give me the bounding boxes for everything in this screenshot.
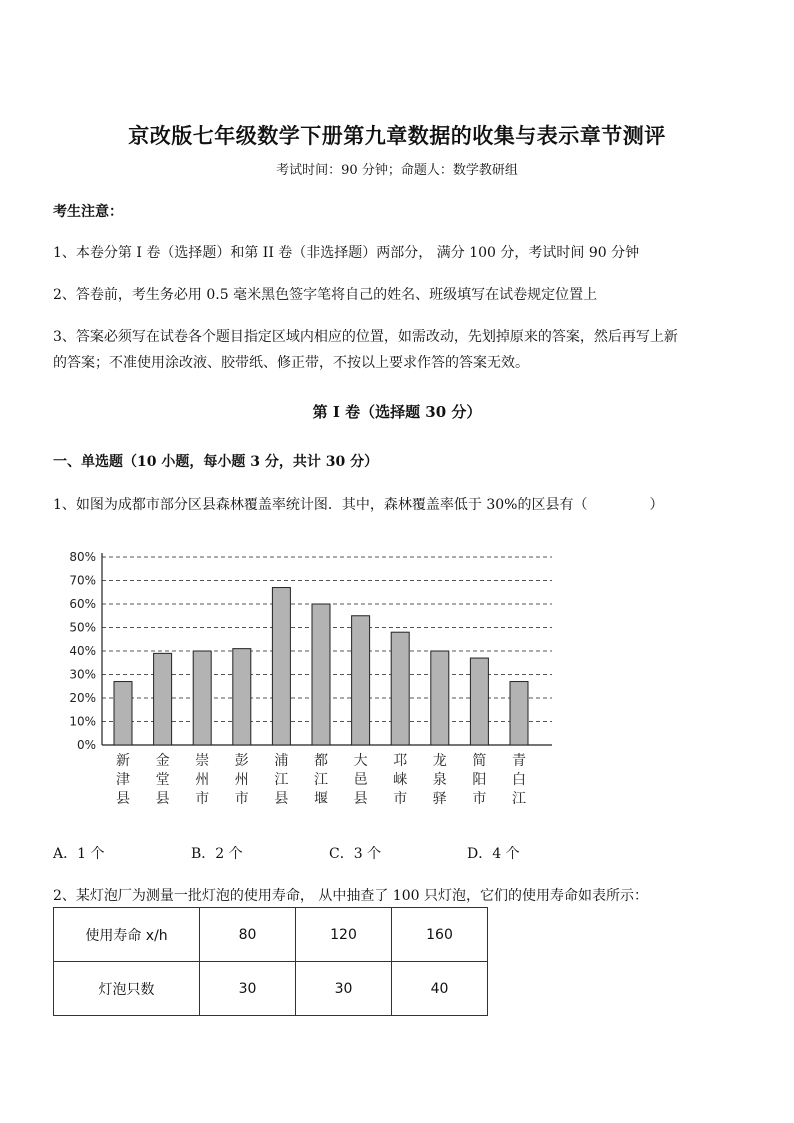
bar	[510, 682, 528, 745]
notice-item-1: 1、本卷分第 I 卷（选择题）和第 II 卷（非选择题）两部分， 满分 100 分，考试时间 90 分钟	[53, 245, 640, 261]
notice-heading: 考生注意：	[53, 204, 123, 220]
table-cell: 30	[296, 962, 392, 1016]
lifespan-table	[53, 907, 488, 1016]
forest-coverage-bar-chart	[58, 545, 558, 815]
table-cell: 30	[200, 962, 296, 1016]
table-cell: 40	[392, 962, 488, 1016]
x-tick-label: 都江堰	[314, 753, 328, 807]
x-tick-label: 青白江	[512, 753, 526, 807]
notice-item-3-cont: 的答案；不准使用涂改液、胶带纸、修正带，不按以上要求作答的答案无效。	[53, 355, 529, 371]
bar	[431, 651, 449, 745]
x-tick-label: 彭州市	[234, 753, 249, 807]
table-row	[54, 908, 488, 962]
x-tick-label: 邛崃市	[393, 753, 408, 807]
question-2-stem: 2、某灯泡厂为测量一批灯泡的使用寿命， 从中抽查了 100 只灯泡，它们的使用寿命如表所示：	[53, 888, 648, 904]
bar	[352, 616, 370, 745]
table-row	[54, 962, 488, 1016]
y-tick-label: 40%	[69, 644, 96, 658]
bar	[114, 682, 132, 745]
x-tick-label: 大邑县	[353, 753, 368, 807]
table-cell: 120	[296, 908, 392, 962]
x-tick-label: 崇州市	[195, 753, 210, 807]
y-tick-label: 10%	[69, 714, 96, 729]
x-tick-label: 简阳市	[472, 753, 487, 807]
option-a[interactable]: A．1 个	[53, 846, 105, 862]
option-d[interactable]: D．4 个	[467, 846, 520, 862]
x-tick-label: 新津县	[116, 753, 130, 807]
bar	[233, 649, 251, 745]
part-title: 一、单选题（10 小题，每小题 3 分，共计 30 分）	[53, 454, 379, 470]
y-tick-label: 80%	[69, 550, 96, 564]
table-cell: 80	[200, 908, 296, 962]
question-1-close: ）	[649, 497, 664, 513]
bar	[154, 653, 172, 745]
notice-item-3: 3、答案必须写在试卷各个题目指定区域内相应的位置，如需改动，先划掉原来的答案，然后再写上新	[53, 329, 678, 345]
y-tick-label: 60%	[69, 597, 96, 611]
y-tick-label: 70%	[69, 573, 96, 588]
y-tick-label: 0%	[76, 738, 96, 752]
y-tick-label: 20%	[69, 691, 96, 705]
notice-item-2: 2、答卷前，考生务必用 0.5 毫米黑色签字笔将自己的姓名、班级填写在试卷规定位置上	[53, 287, 598, 303]
y-tick-label: 30%	[69, 667, 96, 682]
option-b[interactable]: B．2 个	[191, 846, 243, 862]
table-header-count: 灯泡只数	[54, 962, 200, 1016]
section-title: 第 I 卷（选择题 30 分）	[312, 403, 482, 421]
y-tick-label: 50%	[69, 620, 96, 635]
page-title: 京改版七年级数学下册第九章数据的收集与表示章节测评	[128, 123, 666, 148]
x-tick-label: 浦江县	[274, 753, 289, 807]
question-1-text: 1、如图为成都市部分区县森林覆盖率统计图．其中，森林覆盖率低于 30%的区县有（	[53, 497, 588, 513]
x-tick-label: 金堂县	[155, 753, 170, 807]
option-c[interactable]: C．3 个	[329, 846, 382, 862]
exam-info: 考试时间：90 分钟；命题人：数学教研组	[276, 163, 518, 178]
bar	[193, 651, 211, 745]
bar	[312, 604, 330, 745]
question-1-stem	[53, 494, 663, 514]
table-cell: 160	[392, 908, 488, 962]
bar	[470, 658, 488, 745]
bar	[391, 632, 409, 745]
bar	[272, 588, 290, 745]
table-header-lifespan: 使用寿命 x/h	[54, 908, 200, 962]
x-tick-label: 龙泉驿	[432, 753, 447, 807]
